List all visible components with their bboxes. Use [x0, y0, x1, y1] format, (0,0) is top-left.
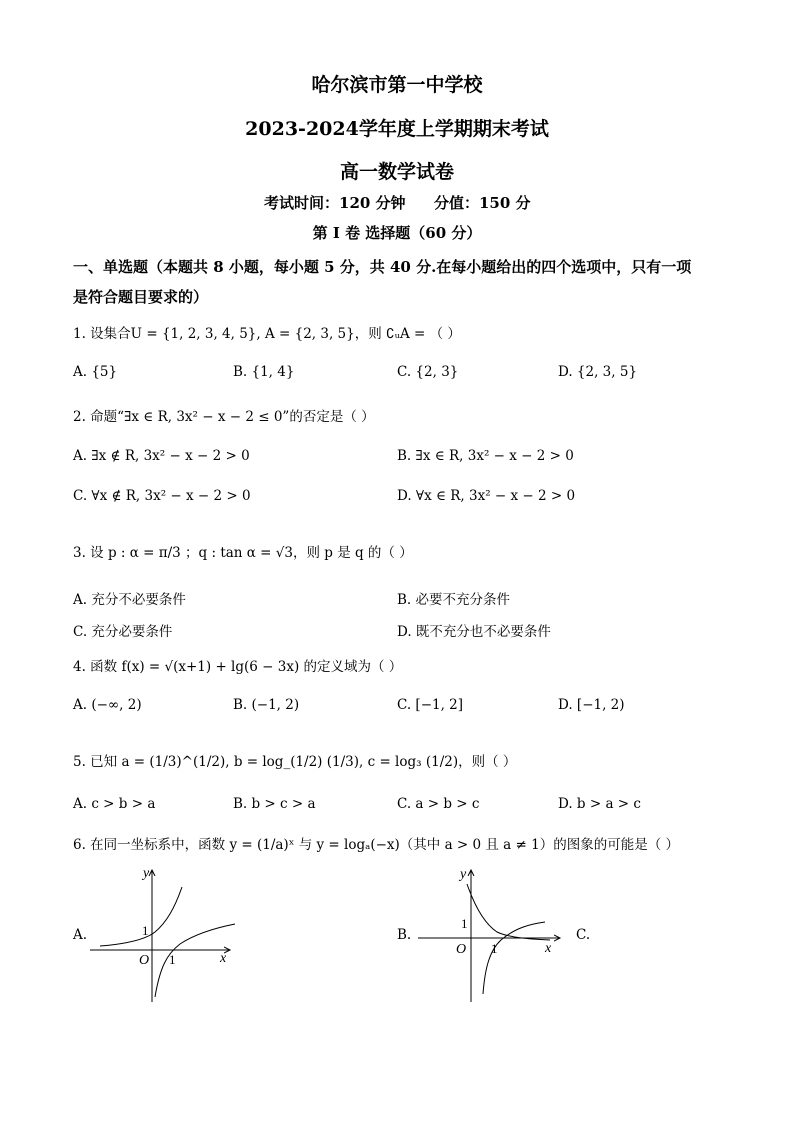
question-4-stem: 4. 函数 f(x) = √(x+1) + lg(6 − 3x) 的定义域为（ ）: [73, 659, 403, 675]
exam-time: 考试时间：120 分钟: [264, 194, 406, 212]
q4-option-a[interactable]: A. (−∞, 2): [73, 697, 142, 713]
x-intercept-label: 1: [169, 952, 176, 967]
q4-option-d[interactable]: D. [−1, 2): [558, 697, 625, 713]
q1-option-d[interactable]: D. {2, 3, 5}: [558, 364, 638, 380]
graph-a: [85, 862, 245, 1007]
q1-option-b[interactable]: B. {1, 4}: [233, 364, 295, 380]
section-instructions-1: 一、单选题（本题共 8 小题，每小题 5 分，共 40 分.在每小题给出的四个选项中，只有一项: [73, 258, 692, 276]
origin-label: O: [139, 953, 150, 968]
exponential-curve: [100, 887, 182, 946]
q1-option-a[interactable]: A. {5}: [73, 364, 118, 380]
subject-title: 高一数学试卷: [339, 161, 454, 183]
q4-option-b[interactable]: B. (−1, 2): [233, 697, 300, 713]
logarithmic-curve: [483, 922, 545, 994]
q5-option-c[interactable]: C. a > b > c: [397, 796, 480, 812]
q2-option-b[interactable]: B. ∃x ∈ R, 3x² − x − 2 > 0: [397, 448, 574, 464]
q5-option-b[interactable]: B. b > c > a: [233, 796, 316, 812]
section-instructions-2: 是符合题目要求的）: [73, 288, 209, 306]
question-5-stem: 5. 已知 a = (1/3)^(1/2), b = log_(1/2) (1/3), c = log₃ (1/2)，则（ ）: [73, 754, 517, 770]
q6-option-a[interactable]: A.: [73, 927, 88, 943]
q2-option-c[interactable]: C. ∀x ∉ R, 3x² − x − 2 > 0: [73, 488, 251, 504]
y-intercept-label: 1: [461, 916, 468, 931]
q5-option-a[interactable]: A. c > b > a: [73, 796, 156, 812]
q3-option-d[interactable]: D. 既不充分也不必要条件: [397, 624, 551, 640]
q3-option-c[interactable]: C. 充分必要条件: [73, 624, 173, 640]
q5-option-d[interactable]: D. b > a > c: [558, 796, 641, 812]
part-title: 第 I 卷 选择题（60 分）: [312, 224, 482, 242]
exam-title: 2023-2024学年度上学期期末考试: [245, 118, 549, 140]
q3-option-b[interactable]: B. 必要不充分条件: [397, 592, 511, 608]
question-3-stem: 3. 设 p : α = π/3 ；q : tan α = √3，则 p 是 q 的（ ）: [73, 545, 413, 561]
exponential-curve: [467, 884, 550, 940]
graph-b: [415, 862, 575, 1007]
exam-score: 分值：150 分: [434, 194, 531, 212]
y-axis-label: y: [143, 866, 150, 881]
question-6-stem: 6. 在同一坐标系中，函数 y = (1/a)ˣ 与 y = logₐ(−x)（其中 a > 0 且 a ≠ 1）的图象的可能是（ ）: [73, 837, 680, 853]
q6-option-b[interactable]: B.: [397, 927, 412, 943]
q2-option-a[interactable]: A. ∃x ∉ R, 3x² − x − 2 > 0: [73, 448, 250, 464]
x-axis-label: x: [545, 941, 552, 956]
y-axis-label: y: [460, 867, 467, 882]
q4-option-c[interactable]: C. [−1, 2]: [397, 697, 464, 713]
question-2-stem: 2. 命题“∃x ∈ R, 3x² − x − 2 ≤ 0”的否定是（ ）: [73, 409, 375, 425]
origin-label: O: [456, 942, 467, 957]
y-intercept-label: 1: [142, 923, 149, 938]
x-intercept-label: 1: [491, 941, 498, 956]
q2-option-d[interactable]: D. ∀x ∈ R, 3x² − x − 2 > 0: [397, 488, 576, 504]
q6-option-c[interactable]: C.: [576, 927, 591, 943]
x-axis-label: x: [220, 951, 227, 966]
school-name: 哈尔滨市第一中学校: [311, 74, 483, 96]
question-1-stem: 1. 设集合U = {1, 2, 3, 4, 5}, A = {2, 3, 5}，则 ∁ᵤA = （ ）: [73, 326, 461, 342]
q1-option-c[interactable]: C. {2, 3}: [397, 364, 459, 380]
q3-option-a[interactable]: A. 充分不必要条件: [73, 592, 186, 608]
